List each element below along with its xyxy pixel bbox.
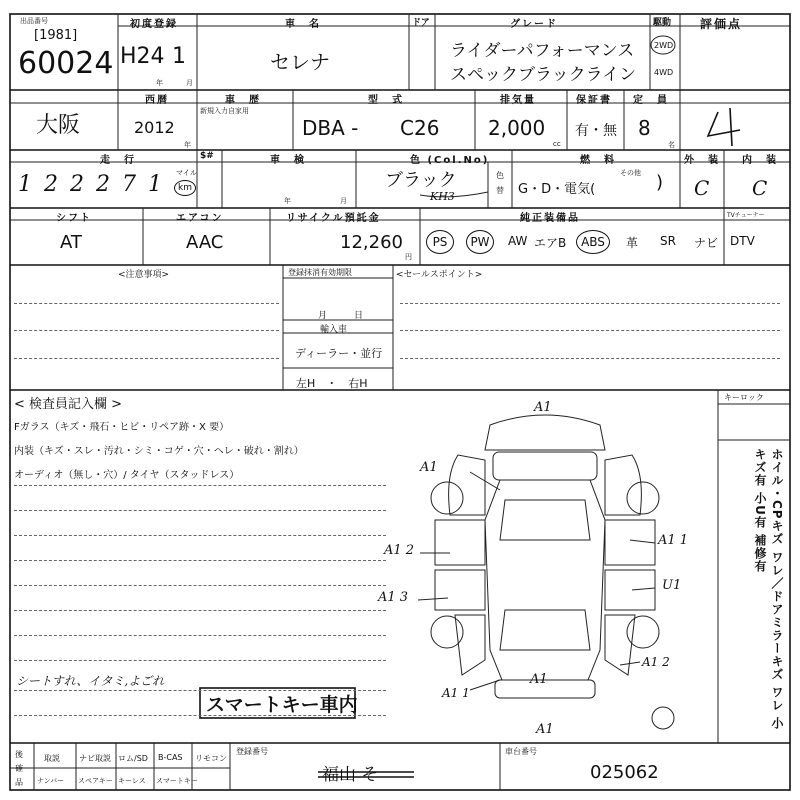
caution-line bbox=[14, 330, 279, 331]
equip-airbag: エアB bbox=[534, 236, 567, 250]
first-reg-month: 1 bbox=[172, 44, 186, 69]
inspector-line bbox=[14, 510, 386, 511]
color-code: KH3 bbox=[430, 190, 455, 203]
mileage-digit: 2 bbox=[44, 172, 70, 197]
reg-expiry-label: 登録抹消有効期限 bbox=[288, 268, 352, 277]
region: 大阪 bbox=[36, 113, 81, 138]
equip-dtv: DTV bbox=[730, 234, 755, 248]
color: ブラック bbox=[385, 170, 457, 191]
ac: AAC bbox=[186, 232, 224, 253]
handover-item: スマートキー bbox=[156, 777, 198, 785]
inspection-year: 年 bbox=[284, 197, 291, 205]
mileage-label: 走 行 bbox=[100, 155, 136, 166]
year-mark-2: 年 bbox=[184, 141, 191, 149]
grade-label: グレード bbox=[510, 19, 558, 30]
chassis-label: 車台番号 bbox=[505, 747, 537, 756]
year: 2012 bbox=[134, 118, 175, 137]
first-reg: H24 bbox=[120, 44, 165, 69]
mile-label: マイル bbox=[176, 169, 197, 177]
reg-expiry-date: 月 日 bbox=[318, 311, 364, 321]
damage-mark: A1 1 bbox=[658, 533, 689, 548]
lot-top-label: 出品番号 bbox=[20, 17, 48, 25]
drive-2wd: 2WD bbox=[654, 41, 674, 50]
handover-item: B-CAS bbox=[158, 753, 183, 762]
car-name-label: 車 名 bbox=[285, 19, 321, 30]
inspection-label: 車 検 bbox=[270, 155, 306, 166]
displacement: 2,000 bbox=[488, 116, 546, 140]
shift-label: シフト bbox=[56, 213, 92, 224]
reg-number-label: 登録番号 bbox=[236, 747, 268, 756]
handover-item: 取説 bbox=[44, 754, 60, 763]
yen-unit: 円 bbox=[405, 253, 412, 261]
inspector-line bbox=[14, 660, 386, 661]
key-lock-label: キーロック bbox=[724, 393, 764, 402]
mileage-digit: 2 bbox=[96, 172, 122, 197]
history-sub: 新規入力自家用 bbox=[200, 107, 249, 115]
damage-mark: A1 bbox=[536, 722, 554, 737]
damage-mark: A1 2 bbox=[642, 655, 670, 669]
inspector-line2: 内装（キズ・スレ・汚れ・シミ・コゲ・穴・ヘレ・破れ・割れ） bbox=[14, 446, 304, 457]
handover-label: 後確品 bbox=[15, 750, 23, 787]
score bbox=[760, 40, 761, 41]
equip-navi: ナビ bbox=[694, 236, 719, 250]
inspector-line bbox=[14, 560, 386, 561]
grade-line2: スペックブラックライン bbox=[450, 65, 637, 85]
lot-number: 60024 bbox=[18, 46, 114, 81]
damage-mark: A1 2 bbox=[384, 543, 415, 558]
equip-aw: AW bbox=[508, 234, 528, 248]
color-change: 色替 bbox=[496, 171, 504, 195]
door-label: ドア bbox=[412, 18, 430, 28]
handover-item: リモコン bbox=[195, 754, 227, 763]
color-label: 色 (Col.No) bbox=[410, 155, 490, 166]
inspector-line1: Fガラス（キズ・飛石・ヒビ・リペア跡・X 要） bbox=[14, 422, 230, 433]
equipment-label: 純正装備品 bbox=[520, 213, 580, 224]
sales-point-label: <セールスポイント> bbox=[396, 270, 483, 280]
ac-label: エアコン bbox=[176, 213, 224, 224]
equip-ps: PS bbox=[426, 230, 454, 254]
handle: 左H ・ 右H bbox=[296, 377, 368, 390]
sc-label: $# bbox=[200, 151, 214, 161]
chassis-number: 025062 bbox=[590, 762, 659, 783]
sales-line bbox=[400, 330, 780, 331]
handover-item: スペアキー bbox=[78, 777, 113, 785]
smart-key-note: スマートキー車内 bbox=[206, 694, 358, 716]
displacement-label: 排気量 bbox=[500, 95, 536, 106]
inspector-line bbox=[14, 535, 386, 536]
side-note: ホイル・CPキズ ワレ／ドアミラーキズ ワレ 小キズ有 小U有 補修有 bbox=[753, 448, 784, 731]
import-label: 輸入車 bbox=[320, 325, 348, 335]
handover-item: ナンバー bbox=[37, 777, 65, 785]
handover-item: ロム/SD bbox=[118, 754, 148, 763]
caution-line bbox=[14, 303, 279, 304]
fuel-label: 燃 料 bbox=[580, 155, 616, 166]
recycle-label: リサイクル預託金 bbox=[286, 213, 381, 224]
caution-label: <注意事項> bbox=[118, 270, 170, 280]
model-code: C26 bbox=[400, 116, 440, 140]
dealer: ディーラー・並行 bbox=[295, 347, 383, 360]
mileage-digit: 7 bbox=[122, 172, 148, 197]
mileage-digit: 1 bbox=[18, 172, 44, 197]
equip-abs: ABS bbox=[576, 230, 610, 254]
lot-year: [1981] bbox=[34, 28, 78, 43]
capacity: 8 bbox=[638, 116, 651, 140]
caution-line bbox=[14, 358, 279, 359]
fuel: G・D・電気( bbox=[518, 182, 596, 197]
month-mark: 月 bbox=[186, 79, 193, 87]
damage-mark: A1 bbox=[534, 400, 552, 415]
damage-mark: A1 bbox=[530, 672, 548, 687]
drive-label: 駆動 bbox=[653, 18, 672, 28]
mileage-digit: 1 bbox=[148, 172, 174, 197]
inspector-line3: オーディオ（無し・穴）/ タイヤ（スタッドレス） bbox=[14, 470, 240, 481]
handover-item: キーレス bbox=[118, 777, 146, 785]
equip-pw: PW bbox=[466, 230, 494, 254]
sales-line bbox=[400, 303, 780, 304]
year-label: 西暦 bbox=[145, 95, 169, 106]
tv-tuner-label: TVチューナー bbox=[727, 212, 765, 219]
damage-mark: A1 3 bbox=[378, 590, 409, 605]
damage-mark: A1 bbox=[420, 460, 438, 475]
fuel-close: ) bbox=[656, 172, 664, 193]
capacity-unit: 名 bbox=[668, 141, 675, 149]
drive-4wd: 4WD bbox=[654, 68, 674, 77]
km-circled: km bbox=[174, 180, 196, 196]
history-label: 車 歴 bbox=[225, 95, 261, 106]
shift: AT bbox=[60, 232, 82, 253]
reg-number: 福山 そ bbox=[322, 765, 379, 785]
warranty: 有・無 bbox=[575, 123, 617, 139]
inspector-line bbox=[14, 585, 386, 586]
equip-leather: 革 bbox=[626, 236, 639, 250]
score-label: 評価点 bbox=[700, 17, 743, 31]
warranty-label: 保証書 bbox=[576, 95, 612, 106]
handwritten-note: シートすれ、イタミ,よごれ bbox=[16, 674, 165, 688]
damage-mark: U1 bbox=[662, 578, 682, 593]
damage-mark: A1 1 bbox=[442, 686, 470, 700]
inspector-title: < 検査員記入欄 > bbox=[14, 397, 123, 412]
sales-line bbox=[400, 358, 780, 359]
interior: C bbox=[752, 176, 768, 200]
year-mark: 年 bbox=[156, 79, 163, 87]
capacity-label: 定 員 bbox=[633, 95, 669, 106]
exterior: C bbox=[694, 176, 710, 200]
first-reg-label: 初度登録 bbox=[130, 19, 178, 30]
inspector-line bbox=[14, 635, 386, 636]
inspector-line bbox=[14, 485, 386, 486]
car-name: セレナ bbox=[270, 50, 330, 74]
recycle: 12,260 bbox=[340, 232, 403, 253]
fuel-other: その他 bbox=[620, 169, 641, 177]
mileage-digits bbox=[18, 172, 174, 197]
interior-label: 内 装 bbox=[742, 155, 778, 166]
grade-line1: ライダーパフォーマンス bbox=[450, 41, 635, 61]
mileage-digit: 2 bbox=[70, 172, 96, 197]
model-label: 型 式 bbox=[368, 95, 404, 106]
model-prefix: DBA - bbox=[302, 116, 359, 140]
exterior-label: 外 装 bbox=[684, 155, 720, 166]
cc-unit: cc bbox=[553, 140, 561, 148]
equip-sr: SR bbox=[660, 234, 676, 248]
inspection-month: 月 bbox=[340, 197, 347, 205]
inspector-line bbox=[14, 610, 386, 611]
handover-item: ナビ取説 bbox=[79, 754, 111, 763]
